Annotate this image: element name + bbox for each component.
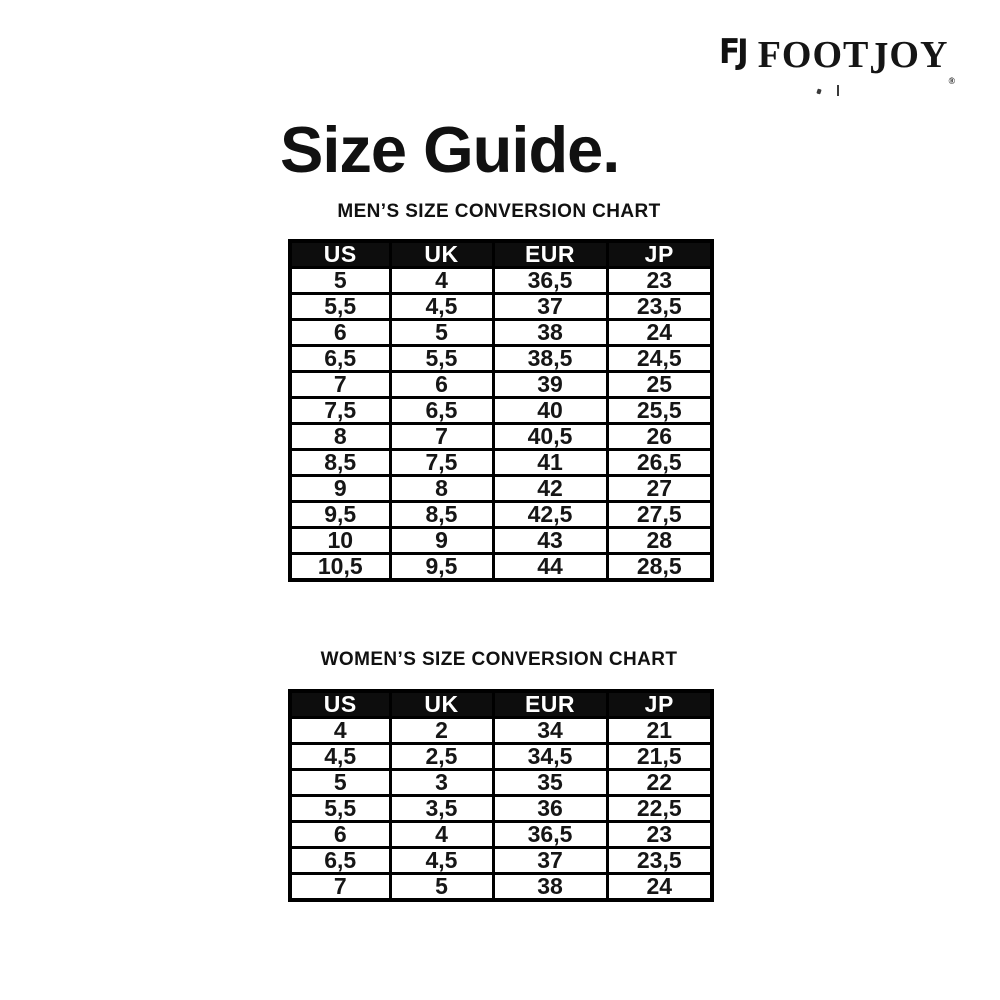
cropped-text-artifact-dot bbox=[816, 89, 821, 95]
size-cell: 6 bbox=[390, 372, 493, 398]
womens-size-table bbox=[288, 689, 714, 902]
size-cell: 22,5 bbox=[607, 796, 712, 822]
size-cell: 7 bbox=[290, 874, 390, 901]
size-table-row bbox=[290, 450, 712, 476]
size-cell: 6,5 bbox=[390, 398, 493, 424]
size-cell: 24 bbox=[607, 874, 712, 901]
size-cell: 25 bbox=[607, 372, 712, 398]
size-cell: 7,5 bbox=[390, 450, 493, 476]
size-cell: 5 bbox=[390, 874, 493, 901]
size-cell: 7 bbox=[290, 372, 390, 398]
size-cell: 39 bbox=[493, 372, 607, 398]
size-cell: 34,5 bbox=[493, 744, 607, 770]
page-title: Size Guide. bbox=[280, 113, 620, 186]
wordmark-letter-j: J bbox=[869, 33, 890, 84]
size-cell: 3 bbox=[390, 770, 493, 796]
size-cell: 28,5 bbox=[607, 554, 712, 581]
size-cell: 4 bbox=[390, 268, 493, 294]
size-cell: 5,5 bbox=[290, 294, 390, 320]
size-table-row bbox=[290, 718, 712, 744]
size-cell: 5,5 bbox=[290, 796, 390, 822]
size-cell: 44 bbox=[493, 554, 607, 581]
column-header-us: US bbox=[290, 241, 390, 268]
size-cell: 37 bbox=[493, 294, 607, 320]
size-table-row bbox=[290, 476, 712, 502]
size-table-row bbox=[290, 294, 712, 320]
size-cell: 10 bbox=[290, 528, 390, 554]
size-cell: 6,5 bbox=[290, 346, 390, 372]
size-cell: 5 bbox=[390, 320, 493, 346]
fj-monogram-icon: FJ bbox=[719, 32, 746, 72]
column-header-jp: JP bbox=[607, 241, 712, 268]
size-cell: 8,5 bbox=[390, 502, 493, 528]
size-cell: 25,5 bbox=[607, 398, 712, 424]
size-cell: 23 bbox=[607, 822, 712, 848]
size-cell: 38 bbox=[493, 320, 607, 346]
size-cell: 9,5 bbox=[290, 502, 390, 528]
size-cell: 38,5 bbox=[493, 346, 607, 372]
size-table-row bbox=[290, 320, 712, 346]
size-cell: 43 bbox=[493, 528, 607, 554]
size-cell: 5 bbox=[290, 268, 390, 294]
size-cell: 24,5 bbox=[607, 346, 712, 372]
size-cell: 4 bbox=[290, 718, 390, 744]
column-header-uk: UK bbox=[390, 241, 493, 268]
size-cell: 5 bbox=[290, 770, 390, 796]
size-cell: 42,5 bbox=[493, 502, 607, 528]
size-cell: 6 bbox=[290, 822, 390, 848]
size-cell: 24 bbox=[607, 320, 712, 346]
size-table-row bbox=[290, 346, 712, 372]
size-table-row bbox=[290, 268, 712, 294]
size-cell: 36 bbox=[493, 796, 607, 822]
size-cell: 26,5 bbox=[607, 450, 712, 476]
size-cell: 36,5 bbox=[493, 822, 607, 848]
size-cell: 22 bbox=[607, 770, 712, 796]
size-cell: 34 bbox=[493, 718, 607, 744]
size-table-row bbox=[290, 528, 712, 554]
column-header-eur: EUR bbox=[493, 691, 607, 718]
registered-trademark: ® bbox=[948, 76, 956, 86]
size-cell: 42 bbox=[493, 476, 607, 502]
size-cell: 26 bbox=[607, 424, 712, 450]
size-cell: 21,5 bbox=[607, 744, 712, 770]
size-cell: 41 bbox=[493, 450, 607, 476]
size-table-row bbox=[290, 372, 712, 398]
size-cell: 37 bbox=[493, 848, 607, 874]
size-table-row bbox=[290, 398, 712, 424]
size-table-row bbox=[290, 822, 712, 848]
size-cell: 7,5 bbox=[290, 398, 390, 424]
size-cell: 4 bbox=[390, 822, 493, 848]
column-header-uk: UK bbox=[390, 691, 493, 718]
column-header-jp: JP bbox=[607, 691, 712, 718]
size-cell: 28 bbox=[607, 528, 712, 554]
size-cell: 4,5 bbox=[390, 848, 493, 874]
size-cell: 5,5 bbox=[390, 346, 493, 372]
size-table-row bbox=[290, 424, 712, 450]
footjoy-wordmark: $FOOTJOY_®$ bbox=[757, 33, 956, 86]
size-table-row bbox=[290, 554, 712, 581]
size-cell: 6,5 bbox=[290, 848, 390, 874]
size-cell: 21 bbox=[607, 718, 712, 744]
footjoy-logo bbox=[719, 32, 956, 86]
size-cell: 9,5 bbox=[390, 554, 493, 581]
size-cell: 27,5 bbox=[607, 502, 712, 528]
size-table-row bbox=[290, 502, 712, 528]
mens-chart-title: MEN’S SIZE CONVERSION CHART bbox=[337, 201, 661, 222]
size-table-row bbox=[290, 874, 712, 901]
mens-table-header-row bbox=[290, 241, 712, 268]
mens-size-table bbox=[288, 239, 714, 582]
size-cell: 8,5 bbox=[290, 450, 390, 476]
womens-chart-title: WOMEN’S SIZE CONVERSION CHART bbox=[320, 649, 678, 670]
size-cell: 23,5 bbox=[607, 294, 712, 320]
size-cell: 6 bbox=[290, 320, 390, 346]
size-cell: 27 bbox=[607, 476, 712, 502]
size-cell: 38 bbox=[493, 874, 607, 901]
size-cell: 36,5 bbox=[493, 268, 607, 294]
column-header-eur: EUR bbox=[493, 241, 607, 268]
size-cell: 8 bbox=[390, 476, 493, 502]
size-cell: 10,5 bbox=[290, 554, 390, 581]
size-cell: 40 bbox=[493, 398, 607, 424]
size-table-row bbox=[290, 796, 712, 822]
size-table-row bbox=[290, 770, 712, 796]
size-cell: 23,5 bbox=[607, 848, 712, 874]
womens-table-header-row bbox=[290, 691, 712, 718]
size-cell: 40,5 bbox=[493, 424, 607, 450]
cropped-text-artifact-tick bbox=[837, 85, 839, 96]
size-cell: 4,5 bbox=[290, 744, 390, 770]
size-cell: 9 bbox=[390, 528, 493, 554]
size-cell: 4,5 bbox=[390, 294, 493, 320]
size-cell: 2,5 bbox=[390, 744, 493, 770]
size-cell: 23 bbox=[607, 268, 712, 294]
size-cell: 8 bbox=[290, 424, 390, 450]
column-header-us: US bbox=[290, 691, 390, 718]
size-cell: 2 bbox=[390, 718, 493, 744]
size-cell: 35 bbox=[493, 770, 607, 796]
size-table-row bbox=[290, 848, 712, 874]
size-cell: 7 bbox=[390, 424, 493, 450]
size-table-row bbox=[290, 744, 712, 770]
size-cell: 9 bbox=[290, 476, 390, 502]
size-cell: 3,5 bbox=[390, 796, 493, 822]
